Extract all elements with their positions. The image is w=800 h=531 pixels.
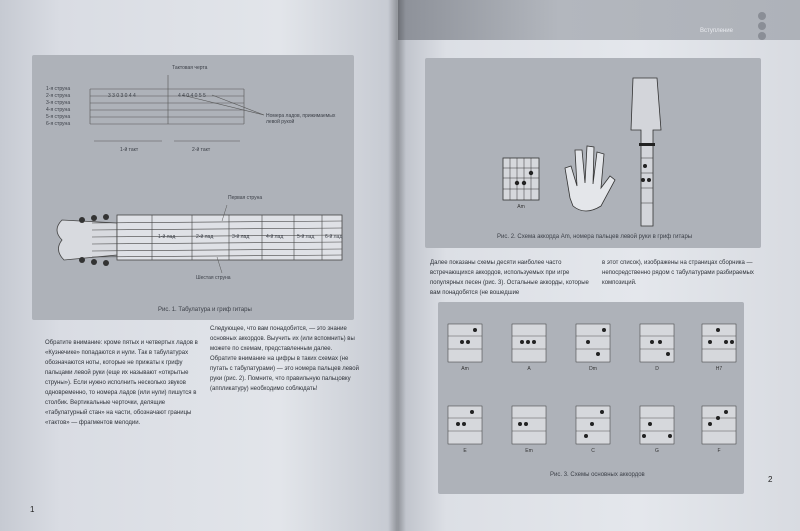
chord-label-a: A <box>527 366 531 372</box>
figure-am-chord <box>425 58 761 248</box>
figure-1-caption: Рис. 1. Табулатура и гриф гитары <box>158 307 252 313</box>
left-page-number: 1 <box>30 505 35 514</box>
header-dot-3 <box>758 32 766 40</box>
string-4-label: 4-я струна <box>46 107 71 113</box>
right-page <box>398 0 800 531</box>
first-string-label: Первая струна <box>228 195 263 201</box>
fret-6-label: 6-й лад <box>325 234 343 240</box>
chord-label-g: G <box>655 448 659 454</box>
tab-digits-measure-2: 4 4 0 4 0 5 5 <box>178 93 206 99</box>
am-chord-illustration <box>425 58 761 248</box>
fret-numbers-label: Номера ладов, прижимаемых левой рукой <box>266 113 336 125</box>
chord-label-am: Am <box>461 366 469 372</box>
chord-label-d: D <box>655 366 659 372</box>
tact-line-label: Тактовая черта <box>172 65 208 71</box>
chord-label-h7: H7 <box>715 366 723 372</box>
chord-grid-drawings <box>438 302 744 494</box>
page-header-band <box>398 0 800 40</box>
left-column-2-text: Следующее, что вам понадобится, — это знание основных аккордов. Выучить их (или вспомнить) вы можете по схемам, представленным далее. Обратите внимание на цифры в таких схемах (не путать с табулатурами) — это номера пальцев левой руки (рис. 2). Помните, что правильную пальцовку (аппликатуру) необходимо соблюдать! <box>210 326 359 392</box>
measure-1-label: 1-й такт <box>120 147 139 153</box>
string-5-label: 5-я струна <box>46 114 71 120</box>
fret-3-label: 3-й лад <box>232 234 250 240</box>
book-spine-shadow <box>388 0 406 531</box>
fret-1-label: 1-й лад <box>158 234 176 240</box>
chord-label-dm: Dm <box>589 366 597 372</box>
section-header: Вступление <box>700 28 733 34</box>
header-dot-1 <box>758 12 766 20</box>
fret-2-label: 2-й лад <box>196 234 214 240</box>
string-3-label: 3-я струна <box>46 100 71 106</box>
chord-label-f: F <box>717 448 721 454</box>
string-6-label: 6-я струна <box>46 121 71 127</box>
chord-label-c: C <box>591 448 595 454</box>
am-chord-diagram-label: Am <box>517 204 525 210</box>
figure-basic-chords <box>438 302 744 494</box>
sixth-string-label: Шестая струна <box>196 275 231 281</box>
left-column-1-text: Обратите внимание: кроме пятых и четвертых ладов в «Кузнечике» попадаются и нули. Так в табулатурах обозначаются ноты, которые не прижаты к грифу пальцами левой руки (еще их называют «открытые струны»). Если нужно исполнить несколько звуков одновременно, то номера ладов (или нули) пишутся в столбик. Вертикальные черточки, делящие «табулатурный стан» на части, обозначают границы «тактов» — фрагментов мелодии. <box>45 340 198 426</box>
fret-5-label: 5-й лад <box>297 234 315 240</box>
string-2-label: 2-я струна <box>46 93 71 99</box>
chord-label-e: E <box>463 448 467 454</box>
chord-label-em: Em <box>525 448 533 454</box>
right-page-number: 2 <box>768 475 773 484</box>
figure-3-caption: Рис. 3. Схемы основных аккордов <box>550 472 645 478</box>
header-dot-2 <box>758 22 766 30</box>
measure-2-label: 2-й такт <box>192 147 211 153</box>
right-column-1-text: Далее показаны схемы десяти наиболее часто встречающихся аккордов, используемых при игре популярных песен (рис. 3). Остальные аккорды, которые вам понадобятся (не вошедшие <box>430 260 589 296</box>
fret-4-label: 4-й лад <box>266 234 284 240</box>
figure-2-caption: Рис. 2. Схема аккорда Am, номера пальцев левой руки в гриф гитары <box>497 234 693 240</box>
right-column-2-text: в этот список), изображены на страницах сборника — непосредственно рядом с табулатурами разбираемых композиций. <box>602 260 754 286</box>
tab-digits-measure-1: 3 3 0 3 0 4 4 <box>108 93 136 99</box>
string-1-label: 1-я струна <box>46 86 71 92</box>
figure-tab-and-neck <box>32 55 354 320</box>
